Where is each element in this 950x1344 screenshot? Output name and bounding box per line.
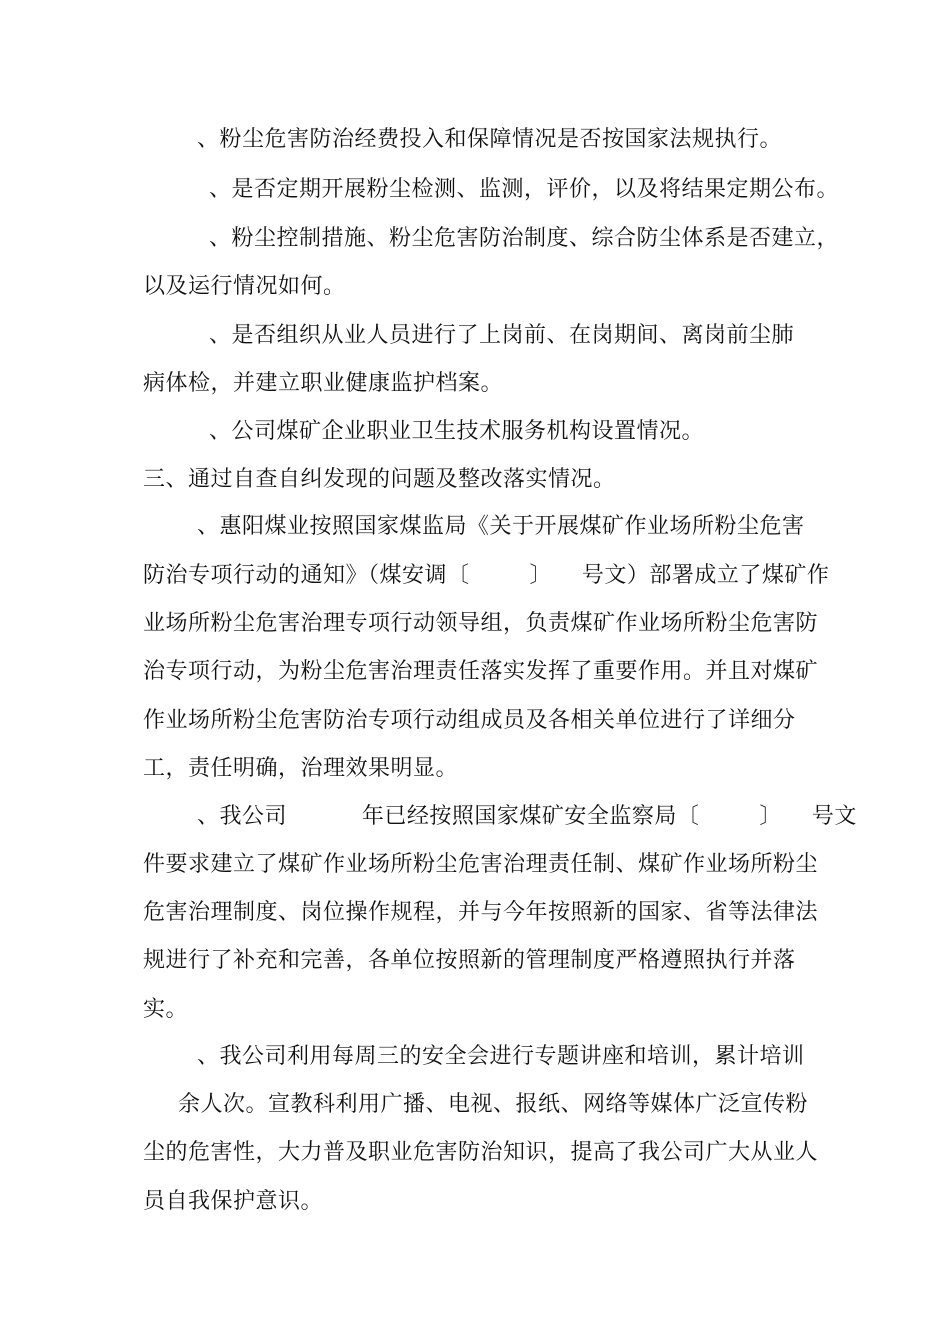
text-line: 、粉尘危害防治经费投入和保障情况是否按国家法规执行。: [197, 127, 783, 152]
text-line: 、惠阳煤业按照国家煤监局《关于开展煤矿作业场所粉尘危害: [197, 514, 805, 539]
text-line: 业场所粉尘危害治理专项行动领导组，负责煤矿作业场所粉尘危害防: [143, 611, 819, 636]
text-line: 治专项行动，为粉尘危害治理责任落实发挥了重要作用。并且对煤矿: [143, 659, 819, 684]
text-line: 余人次。宣教科利用广播、电视、报纸、网络等媒体广泛宣传粉: [178, 1092, 809, 1117]
text-line: 、粉尘控制措施、粉尘危害防治制度、综合防尘体系是否建立，: [209, 226, 840, 251]
text-line: 、公司煤矿企业职业卫生技术服务机构设置情况。: [209, 419, 705, 444]
text-line: 尘的危害性，大力普及职业危害防治知识，提高了我公司广大从业人: [143, 1140, 819, 1165]
text-line: 、是否定期开展粉尘检测、监测，评价，以及将结果定期公布。: [209, 177, 840, 202]
text-line: 件要求建立了煤矿作业场所粉尘危害治理责任制、煤矿作业场所粉尘: [143, 852, 819, 877]
text-line: 员自我保护意识。: [143, 1189, 324, 1214]
text-line: 防治专项行动的通知》（煤安调〔 〕 号文）部署成立了煤矿作: [143, 563, 830, 588]
text-line: 危害治理制度、岗位操作规程，并与今年按照新的国家、省等法律法: [143, 900, 819, 925]
text-line: 作业场所粉尘危害防治专项行动组成员及各相关单位进行了详细分: [143, 708, 796, 733]
text-line: 、我公司 年已经按照国家煤矿安全监察局〔 〕 号文: [197, 804, 857, 829]
text-line: 规进行了补充和完善，各单位按照新的管理制度严格遵照执行并落: [143, 948, 796, 973]
text-line: 以及运行情况如何。: [143, 274, 346, 299]
text-line: 、我公司利用每周三的安全会进行专题讲座和培训，累计培训: [197, 1044, 805, 1069]
text-line: 实。: [143, 997, 189, 1022]
text-line: 工，责任明确，治理效果明显。: [143, 756, 459, 781]
text-line: 、是否组织从业人员进行了上岗前、在岗期间、离岗前尘肺: [209, 323, 795, 348]
section-heading: 三、通过自查自纠发现的问题及整改落实情况。: [143, 467, 616, 492]
text-line: 病体检，并建立职业健康监护档案。: [143, 371, 504, 396]
